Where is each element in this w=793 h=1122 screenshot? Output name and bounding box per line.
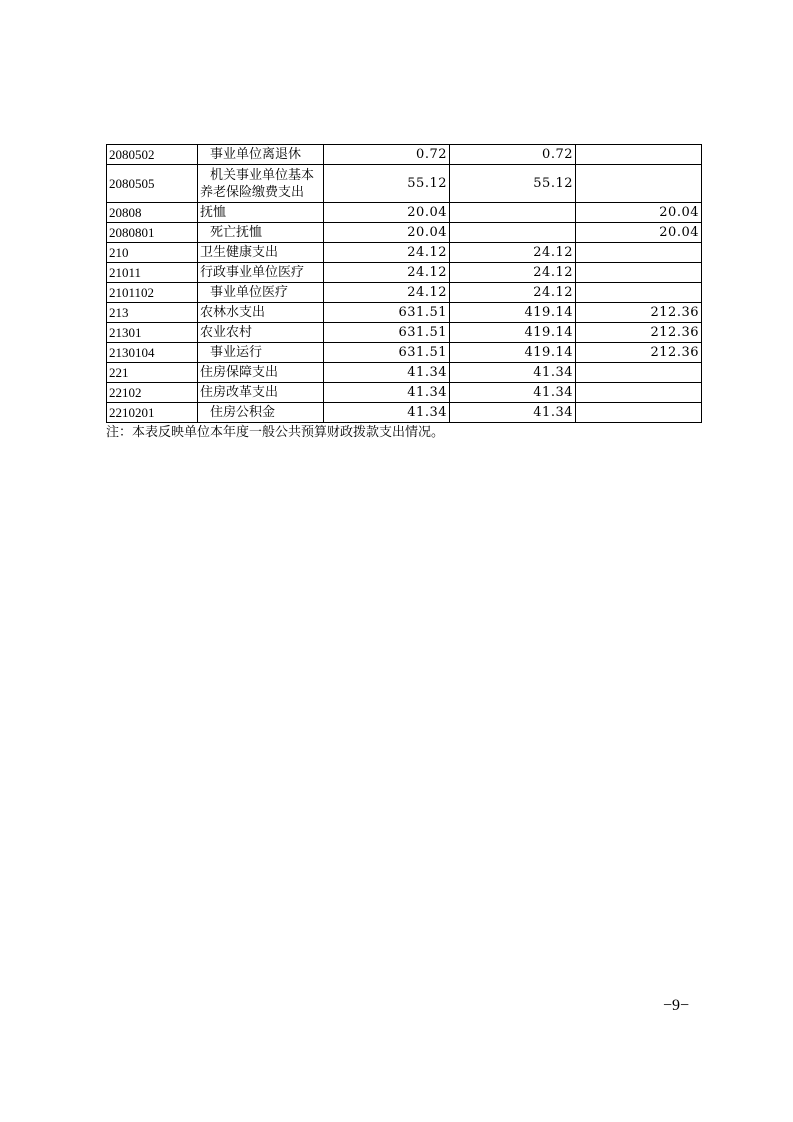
total-cell: 631.51 [324, 303, 450, 323]
subject-name-cell: 机关事业单位基本养老保险缴费支出 [198, 165, 324, 203]
project-expenditure-cell [576, 363, 702, 383]
subject-name-cell: 住房改革支出 [198, 383, 324, 403]
subject-name-cell: 事业运行 [198, 343, 324, 363]
subject-code-cell: 213 [107, 303, 198, 323]
basic-expenditure-cell [450, 203, 576, 223]
table-row [107, 383, 702, 403]
subject-name-cell: 抚恤 [198, 203, 324, 223]
table-row [107, 303, 702, 323]
project-expenditure-cell [576, 283, 702, 303]
subject-name-cell: 卫生健康支出 [198, 243, 324, 263]
subject-code-cell: 20808 [107, 203, 198, 223]
table-row [107, 203, 702, 223]
subject-name-cell: 行政事业单位医疗 [198, 263, 324, 283]
subject-code-cell: 21301 [107, 323, 198, 343]
total-cell: 20.04 [324, 203, 450, 223]
subject-code-cell: 21011 [107, 263, 198, 283]
page-number: −9− [663, 997, 690, 1014]
project-expenditure-cell: 212.36 [576, 303, 702, 323]
total-cell: 41.34 [324, 363, 450, 383]
table-row [107, 145, 702, 165]
total-cell: 631.51 [324, 323, 450, 343]
basic-expenditure-cell: 24.12 [450, 263, 576, 283]
basic-expenditure-cell: 24.12 [450, 283, 576, 303]
table-row [107, 403, 702, 423]
table-row [107, 283, 702, 303]
budget-expenditure-table [106, 144, 702, 423]
total-cell: 41.34 [324, 403, 450, 423]
total-cell: 24.12 [324, 263, 450, 283]
subject-name-cell: 事业单位医疗 [198, 283, 324, 303]
subject-code-cell: 2101102 [107, 283, 198, 303]
subject-code-cell: 22102 [107, 383, 198, 403]
subject-code-cell: 210 [107, 243, 198, 263]
table-row [107, 165, 702, 203]
project-expenditure-cell [576, 243, 702, 263]
subject-code-cell: 221 [107, 363, 198, 383]
subject-code-cell: 2080801 [107, 223, 198, 243]
table-row [107, 343, 702, 363]
table-row [107, 323, 702, 343]
subject-code-cell: 2210201 [107, 403, 198, 423]
project-expenditure-cell: 212.36 [576, 343, 702, 363]
project-expenditure-cell [576, 383, 702, 403]
basic-expenditure-cell: 419.14 [450, 343, 576, 363]
subject-code-cell: 2080505 [107, 165, 198, 203]
basic-expenditure-cell: 41.34 [450, 363, 576, 383]
table-row [107, 263, 702, 283]
subject-name-cell: 住房公积金 [198, 403, 324, 423]
total-cell: 24.12 [324, 283, 450, 303]
basic-expenditure-cell: 419.14 [450, 323, 576, 343]
project-expenditure-cell [576, 403, 702, 423]
basic-expenditure-cell [450, 223, 576, 243]
basic-expenditure-cell: 41.34 [450, 383, 576, 403]
project-expenditure-cell [576, 145, 702, 165]
subject-code-cell: 2130104 [107, 343, 198, 363]
project-expenditure-cell [576, 165, 702, 203]
basic-expenditure-cell: 24.12 [450, 243, 576, 263]
total-cell: 20.04 [324, 223, 450, 243]
table-body [107, 145, 702, 423]
subject-code-cell: 2080502 [107, 145, 198, 165]
basic-expenditure-cell: 0.72 [450, 145, 576, 165]
total-cell: 41.34 [324, 383, 450, 403]
table-row [107, 223, 702, 243]
project-expenditure-cell: 20.04 [576, 223, 702, 243]
project-expenditure-cell: 20.04 [576, 203, 702, 223]
table-row [107, 243, 702, 263]
project-expenditure-cell [576, 263, 702, 283]
table-row [107, 363, 702, 383]
subject-name-cell: 农业农村 [198, 323, 324, 343]
total-cell: 55.12 [324, 165, 450, 203]
subject-name-cell: 农林水支出 [198, 303, 324, 323]
project-expenditure-cell: 212.36 [576, 323, 702, 343]
total-cell: 631.51 [324, 343, 450, 363]
basic-expenditure-cell: 41.34 [450, 403, 576, 423]
subject-name-cell: 事业单位离退休 [198, 145, 324, 165]
subject-name-cell: 死亡抚恤 [198, 223, 324, 243]
total-cell: 24.12 [324, 243, 450, 263]
total-cell: 0.72 [324, 145, 450, 165]
table-footnote: 注：本表反映单位本年度一般公共预算财政拨款支出情况。 [106, 425, 445, 440]
basic-expenditure-cell: 419.14 [450, 303, 576, 323]
subject-name-cell: 住房保障支出 [198, 363, 324, 383]
basic-expenditure-cell: 55.12 [450, 165, 576, 203]
